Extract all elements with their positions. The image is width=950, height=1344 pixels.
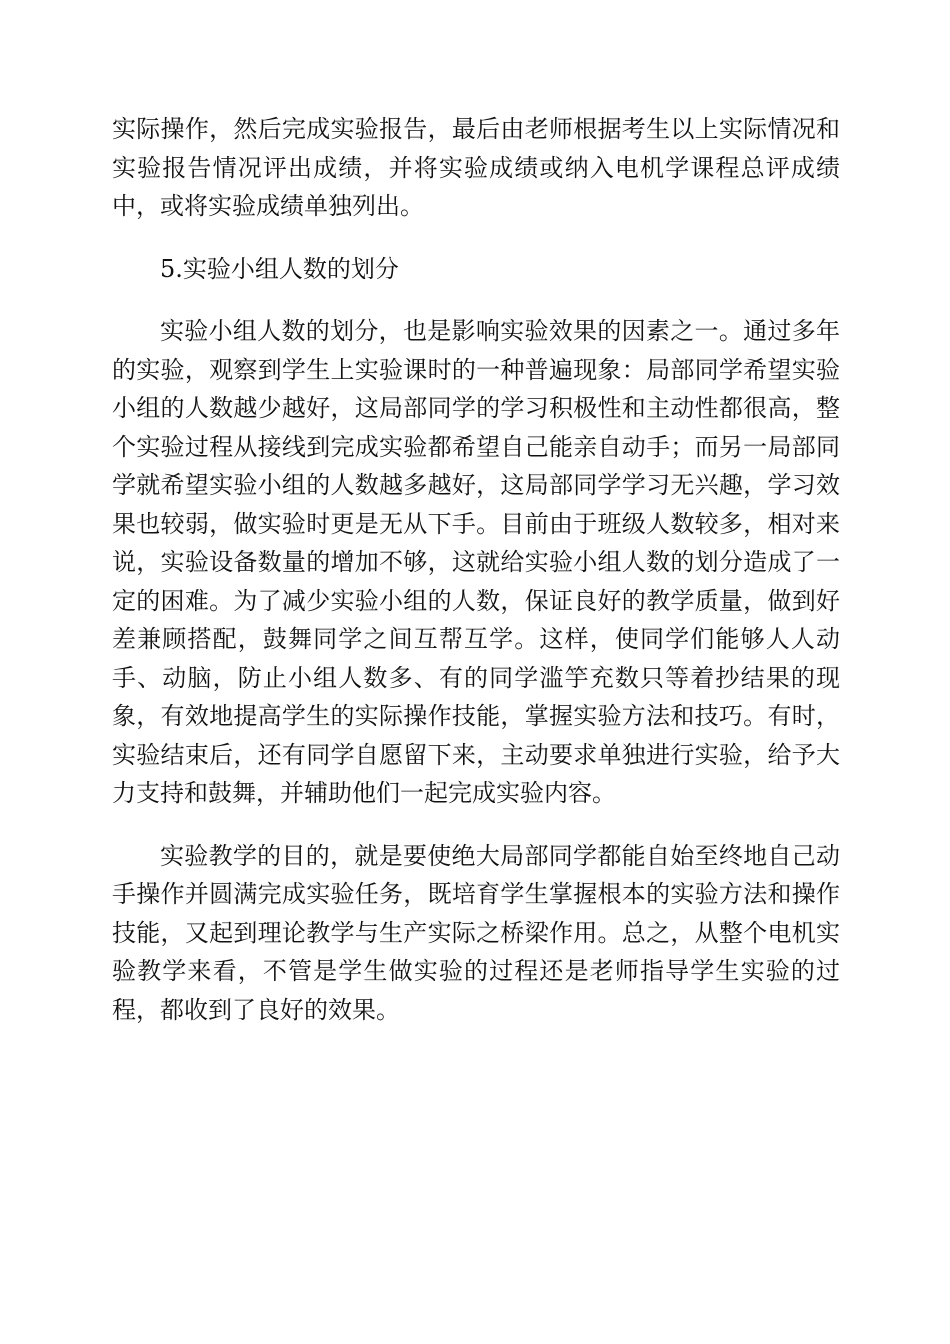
paragraph-gap xyxy=(112,813,840,837)
paragraph-group-division: 实验小组人数的划分，也是影响实验效果的因素之一。通过多年的实验，观察到学生上实验课时的一种普遍现象：局部同学希望实验小组的人数越少越好，这局部同学的学习积极性和主动性都很高，整个实验过程从接线到完成实验都希望自己能亲自动手；而另一局部同学就希望实验小组的人数越多越好，这局部同学学习无兴趣，学习效果也较弱，做实验时更是无从下手。目前由于班级人数较多，相对来说，实验设备数量的增加不够，这就给实验小组人数的划分造成了一定的困难。为了减少实验小组的人数，保证良好的教学质量，做到好差兼顾搭配，鼓舞同学之间互帮互学。这样，使同学们能够人人动手、动脑，防止小组人数多、有的同学滥竽充数只等着抄结果的现象，有效地提高学生的实际操作技能，掌握实验方法和技巧。有时，实验结束后，还有同学自愿留下来，主动要求单独进行实验，给予大力支持和鼓舞，并辅助他们一起完成实验内容。 xyxy=(112,317,840,807)
paragraph-gap xyxy=(112,288,840,312)
document-body xyxy=(112,110,840,1029)
section-heading-group-size: 5.实验小组人数的划分 xyxy=(160,254,399,283)
paragraph-gap xyxy=(112,226,840,250)
paragraph-teaching-purpose: 实验教学的目的，就是要使绝大局部同学都能自始至终地自己动手操作并圆满完成实验任务，既培育学生掌握根本的实验方法和操作技能，又起到理论教学与生产实际之桥梁作用。总之，从整个电机实验教学来看，不管是学生做实验的过程还是老师指导学生实验的过程，都收到了良好的效果。 xyxy=(112,841,840,1024)
paragraph-experiment-grading: 实际操作，然后完成实验报告，最后由老师根据考生以上实际情况和实验报告情况评出成绩，并将实验成绩或纳入电机学课程总评成绩中，或将实验成绩单独列出。 xyxy=(112,115,840,220)
